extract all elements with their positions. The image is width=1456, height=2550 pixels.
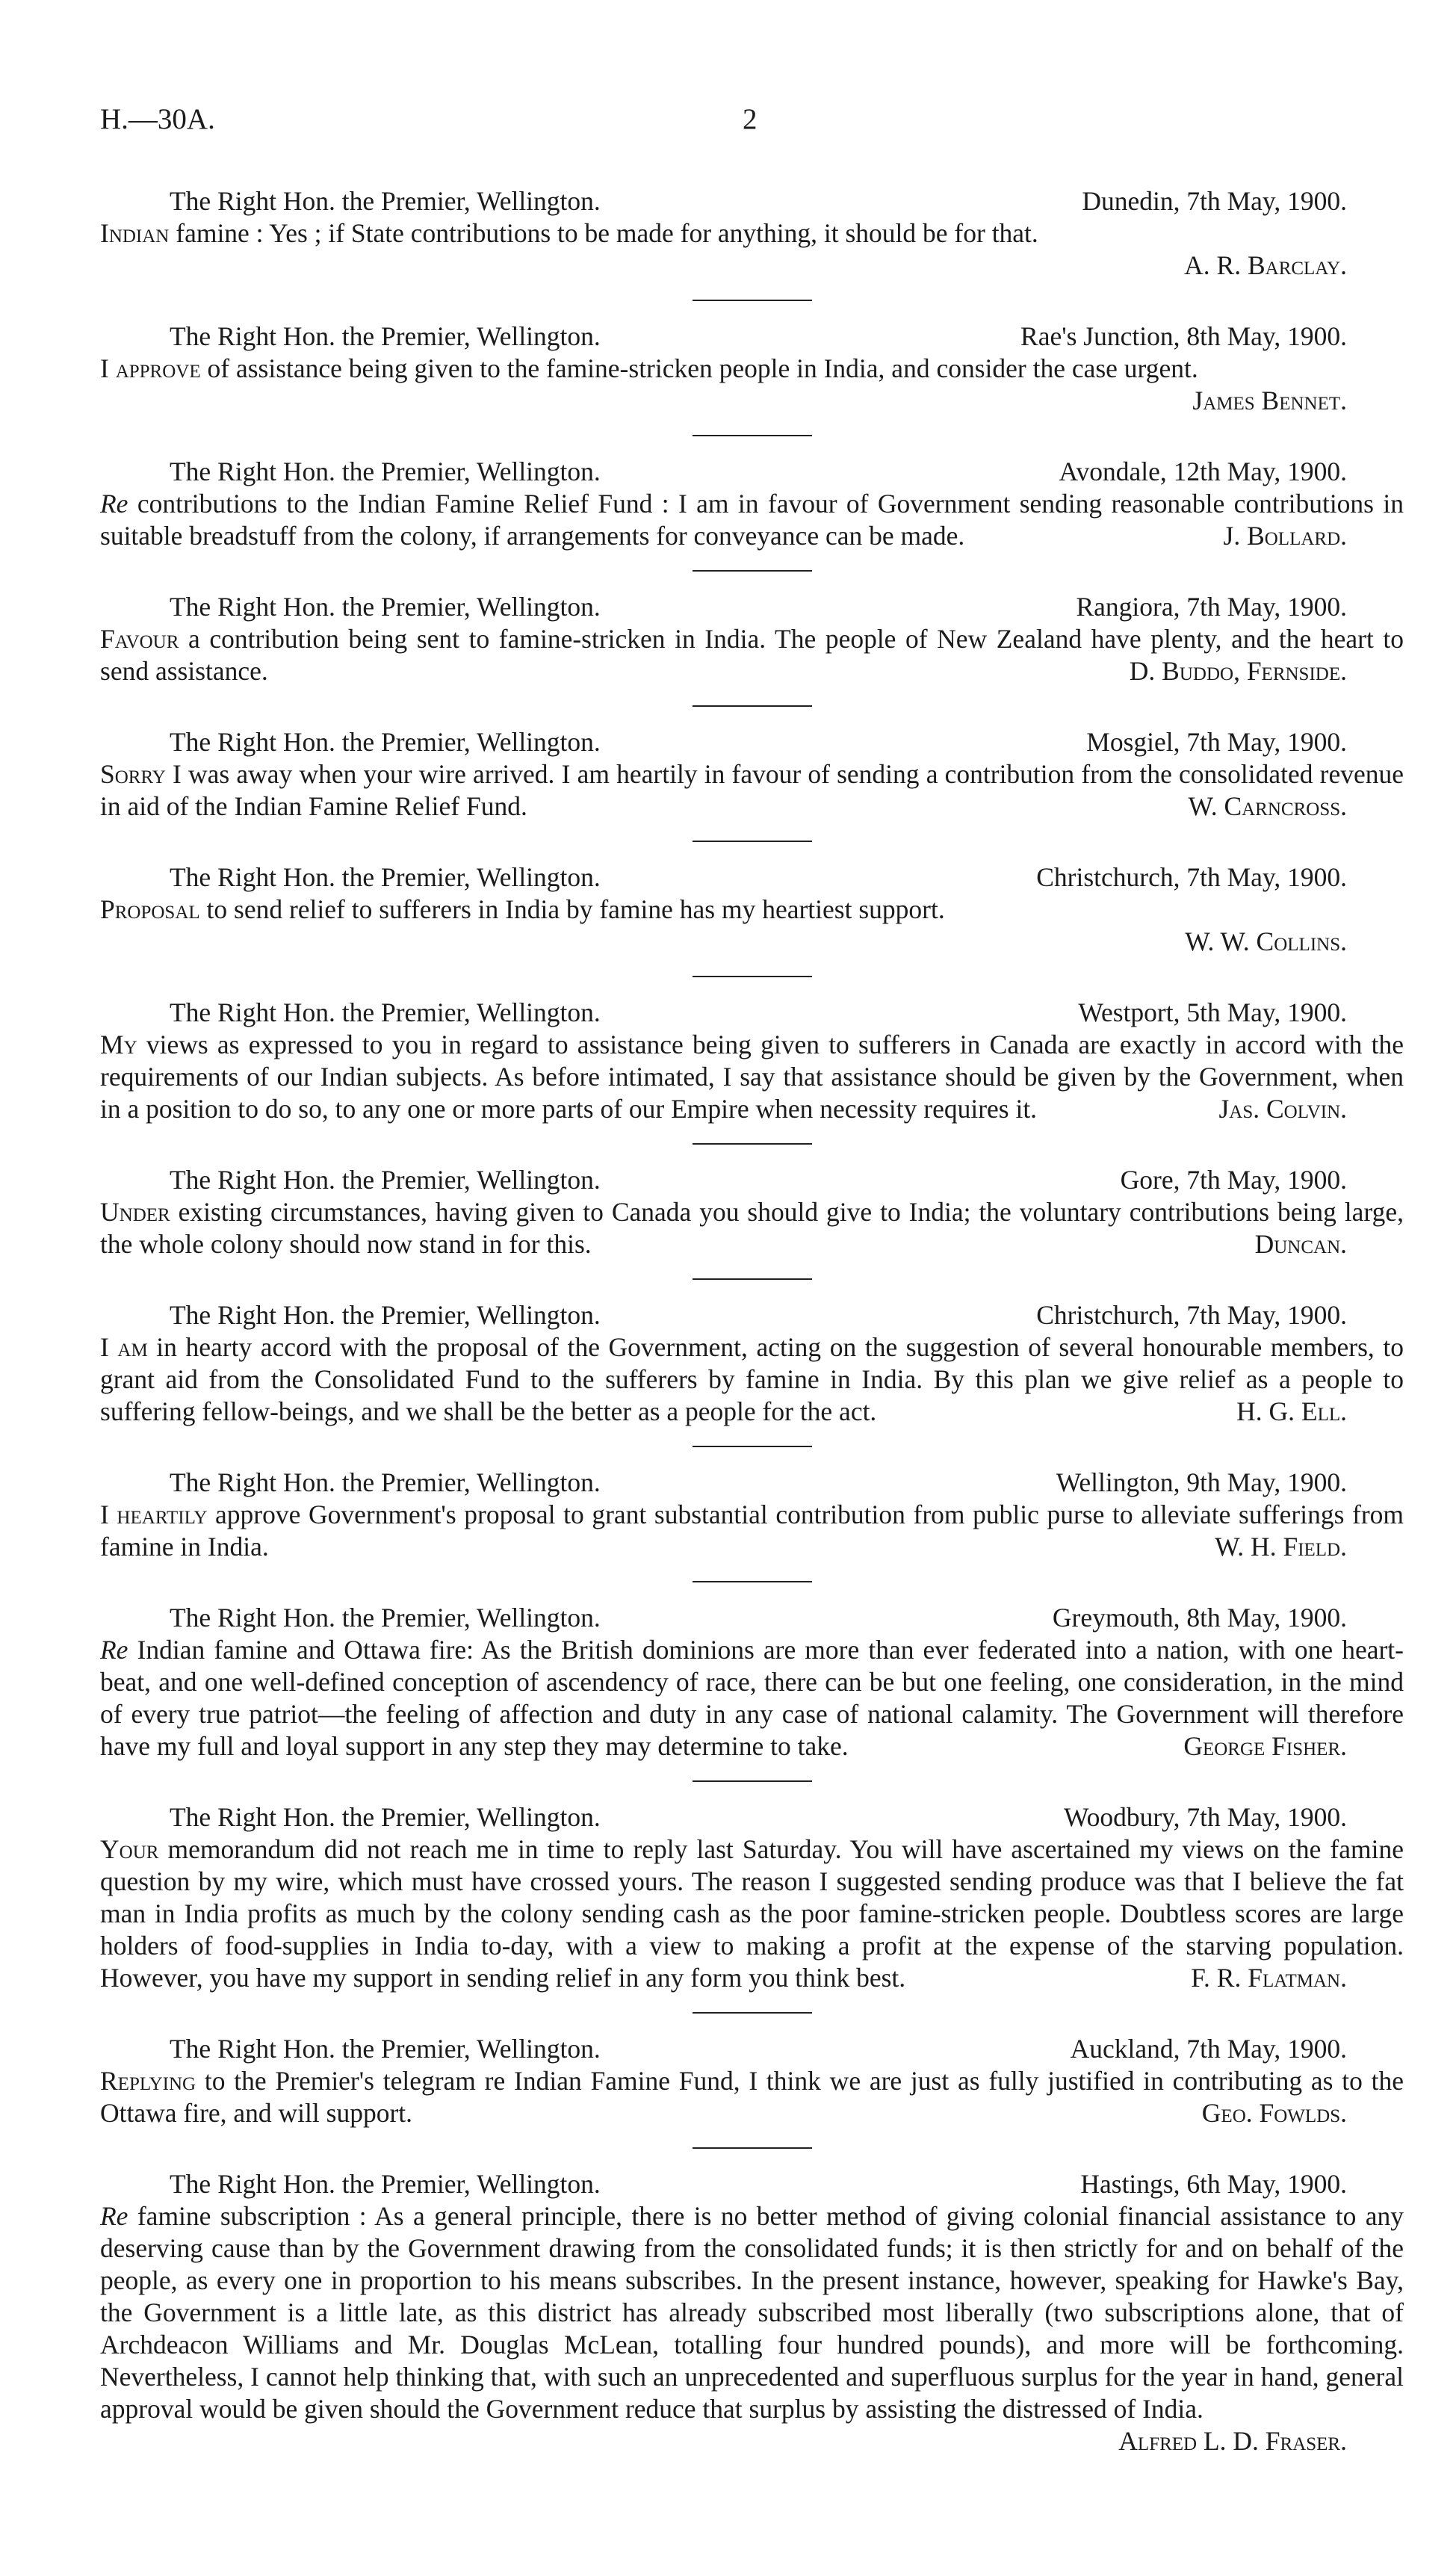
lead-word: Indian — [100, 218, 170, 248]
lead-word: I heartily — [100, 1500, 208, 1529]
letter-address-line — [100, 2168, 1404, 2200]
recipient: The Right Hon. the Premier, Wellington. — [170, 2169, 601, 2199]
lead-word: I approve — [100, 353, 201, 383]
letter-body — [100, 1833, 1404, 1994]
signature: W. Carncross. — [1188, 791, 1347, 821]
place-date: Rae's Junction, 8th May, 1900. — [1020, 321, 1347, 351]
letter-text: famine : Yes ; if State contributions to be made for anything, it should be for that. — [169, 218, 1038, 248]
recipient: The Right Hon. the Premier, Wellington. — [170, 1165, 601, 1195]
letter-address-line — [100, 591, 1404, 623]
letter-text: Indian famine and Ottawa fire: As the British dominions are more than ever federated into a nation, with one heart-beat, and one well-defined conception of ascendency of race, there can be but one feeling, one consideration, in the mind of every true patriot—the feeling of affection and duty in any case of national calamity. The Government will therefore have my full and loyal support in any step they may determine to take. — [100, 1635, 1404, 1761]
signature: James Bennet. — [1192, 386, 1347, 415]
letter-body — [100, 217, 1404, 250]
signature-line — [100, 926, 1404, 958]
place-date: Rangiora, 7th May, 1900. — [1076, 592, 1347, 622]
letter-address-line — [100, 861, 1404, 894]
signature: Alfred L. D. Fraser. — [1118, 2426, 1347, 2456]
separator-rule — [693, 841, 812, 842]
lead-word: Favour — [100, 624, 179, 654]
recipient: The Right Hon. the Premier, Wellington. — [170, 727, 601, 757]
letter-body — [100, 894, 1404, 926]
signature: W. H. Field. — [1215, 1532, 1347, 1562]
place-date: Christchurch, 7th May, 1900. — [1036, 1300, 1347, 1330]
separator-rule — [693, 570, 812, 572]
place-date: Wellington, 9th May, 1900. — [1056, 1467, 1347, 1497]
letter-address-line — [100, 997, 1404, 1029]
place-date: Gore, 7th May, 1900. — [1120, 1165, 1347, 1195]
document-reference: H.—30A. — [100, 103, 215, 135]
separator-rule — [693, 2012, 812, 2014]
recipient: The Right Hon. the Premier, Wellington. — [170, 592, 601, 622]
recipient: The Right Hon. the Premier, Wellington. — [170, 1802, 601, 1832]
letter-body — [100, 758, 1404, 823]
recipient: The Right Hon. the Premier, Wellington. — [170, 186, 601, 216]
letter-address-line — [100, 456, 1404, 488]
page-number: 2 — [743, 103, 758, 135]
letter-text: I was away when your wire arrived. I am heartily in favour of sending a contribution from the consolidated revenue in aid of the Indian Famine Relief Fund. — [100, 759, 1404, 821]
recipient: The Right Hon. the Premier, Wellington. — [170, 862, 601, 892]
telegram-letter — [100, 321, 1404, 417]
lead-word: Re — [100, 1635, 128, 1665]
lead-word: My — [100, 1030, 137, 1059]
telegram-letter — [100, 2168, 1404, 2457]
place-date: Auckland, 7th May, 1900. — [1070, 2034, 1347, 2064]
letter-body — [100, 1029, 1404, 1125]
lead-word: Replying — [100, 2066, 196, 2096]
telegram-letter — [100, 2033, 1404, 2129]
place-date: Dunedin, 7th May, 1900. — [1082, 186, 1347, 216]
telegram-letter — [100, 1602, 1404, 1763]
letter-text: memorandum did not reach me in time to reply last Saturday. You will have ascertained my views on the famine question by my wire, which must have crossed yours. The reason I suggested sending produce was that I believe the fat man in India profits as much by the colony sending cash as the poor famine-stricken people. Doubtless scores are large holders of food-supplies in India to-day, with a view to making a profit at the expense of the starving population. However, you have my support in sending relief in any form you think best. — [100, 1834, 1404, 1993]
letter-address-line — [100, 1299, 1404, 1331]
letter-body — [100, 2200, 1404, 2457]
recipient: The Right Hon. the Premier, Wellington. — [170, 321, 601, 351]
letter-text: contributions to the Indian Famine Relief Fund : I am in favour of Government sending reasonable contributions in suitable breadstuff from the colony, if arrangements for conveyance can be made. — [100, 489, 1404, 551]
recipient: The Right Hon. the Premier, Wellington. — [170, 997, 601, 1027]
letter-body — [100, 1499, 1404, 1563]
telegram-letter — [100, 1801, 1404, 1994]
signature: J. Bollard. — [1223, 521, 1347, 551]
letter-text: to the Premier's telegram re Indian Famine Fund, I think we are just as fully justified in contributing as to the Ottawa fire, and will support. — [100, 2066, 1404, 2128]
place-date: Mosgiel, 7th May, 1900. — [1086, 727, 1347, 757]
telegram-letter — [100, 185, 1404, 282]
page-header — [100, 103, 1404, 148]
separator-rule — [693, 1143, 812, 1145]
recipient: The Right Hon. the Premier, Wellington. — [170, 457, 601, 486]
telegram-letter — [100, 861, 1404, 958]
separator-rule — [693, 705, 812, 707]
letter-address-line — [100, 1467, 1404, 1499]
telegram-letter — [100, 1299, 1404, 1428]
telegram-letter — [100, 997, 1404, 1125]
separator-rule — [693, 300, 812, 301]
telegram-letter — [100, 726, 1404, 823]
letter-body — [100, 1196, 1404, 1260]
separator-rule — [693, 2147, 812, 2149]
telegram-letter — [100, 1467, 1404, 1563]
separator-rule — [693, 976, 812, 977]
lead-word: I am — [100, 1332, 148, 1362]
letter-address-line — [100, 1602, 1404, 1634]
lead-word: Your — [100, 1834, 159, 1864]
place-date: Westport, 5th May, 1900. — [1078, 997, 1347, 1027]
letter-body — [100, 1331, 1404, 1428]
recipient: The Right Hon. the Premier, Wellington. — [170, 1467, 601, 1497]
letter-address-line — [100, 321, 1404, 353]
letter-address-line — [100, 726, 1404, 758]
signature: Geo. Fowlds. — [1201, 2098, 1347, 2128]
lead-word: Re — [100, 2201, 128, 2231]
letter-body — [100, 623, 1404, 687]
letter-text: a contribution being sent to famine-stricken in India. The people of New Zealand have plenty, and the heart to send assistance. — [100, 624, 1404, 686]
separator-rule — [693, 435, 812, 436]
letter-body — [100, 1634, 1404, 1763]
letter-text: famine subscription : As a general principle, there is no better method of giving colonial financial assistance to any deserving cause than by the Government drawing from the consolidated funds; it is then strictly for and on behalf of the people, as every one in proportion to his means subscribes. In the present instance, however, speaking for Hawke's Bay, the Government is a little late, as this district has already subscribed most liberally (two subscriptions alone, that of Archdeacon Williams and Mr. Douglas McLean, totalling four hundred pounds), and more will be forthcoming. Nevertheless, I cannot help thinking that, with such an unprecedented and superfluous surplus for the year in hand, general approval would be given should the Government reduce that surplus by assisting the distressed of India. — [100, 2201, 1404, 2424]
letter-body — [100, 353, 1404, 417]
signature: George Fisher. — [1183, 1731, 1347, 1761]
letter-text: views as expressed to you in regard to assistance being given to sufferers in Canada are exactly in accord with the requirements of our Indian subjects. As before intimated, I say that assistance should be given by the Government, when in a position to do so, to any one or more parts of our Empire when necessity requires it. — [100, 1030, 1404, 1124]
lead-word: Sorry — [100, 759, 166, 789]
separator-rule — [693, 1581, 812, 1582]
place-date: Woodbury, 7th May, 1900. — [1063, 1802, 1347, 1832]
place-date: Avondale, 12th May, 1900. — [1059, 457, 1347, 486]
signature: Jas. Colvin. — [1218, 1094, 1347, 1124]
letter-text: in hearty accord with the proposal of the Government, acting on the suggestion of several honourable members, to grant aid from the Consolidated Fund to the sufferers by famine in India. By this plan we give relief as a people to suffering fellow-beings, and we shall be the better as a people for the act. — [100, 1332, 1404, 1426]
separator-rule — [693, 1780, 812, 1782]
recipient: The Right Hon. the Premier, Wellington. — [170, 1300, 601, 1330]
letter-text: existing circumstances, having given to Canada you should give to India; the voluntary contributions being large, the whole colony should now stand in for this. — [100, 1197, 1404, 1259]
signature: F. R. Flatman. — [1191, 1963, 1347, 1993]
letter-address-line — [100, 2033, 1404, 2065]
place-date: Christchurch, 7th May, 1900. — [1036, 862, 1347, 892]
signature: Duncan. — [1254, 1229, 1347, 1259]
letter-text: to send relief to sufferers in India by famine has my heartiest support. — [199, 894, 945, 924]
letter-body — [100, 488, 1404, 552]
signature: D. Buddo, Fernside. — [1129, 656, 1347, 686]
letter-text: approve Government's proposal to grant substantial contribution from public purse to alleviate sufferings from famine in India. — [100, 1500, 1404, 1562]
recipient: The Right Hon. the Premier, Wellington. — [170, 2034, 601, 2064]
separator-rule — [693, 1446, 812, 1447]
telegram-letter — [100, 591, 1404, 687]
letter-address-line — [100, 185, 1404, 217]
separator-rule — [693, 1278, 812, 1280]
letters-list — [100, 185, 1404, 2457]
signature-line — [100, 250, 1404, 282]
signature: H. G. Ell. — [1236, 1396, 1347, 1426]
lead-word: Re — [100, 489, 128, 519]
telegram-letter — [100, 456, 1404, 552]
place-date: Greymouth, 8th May, 1900. — [1052, 1603, 1347, 1633]
telegram-letter — [100, 1164, 1404, 1260]
letter-address-line — [100, 1801, 1404, 1833]
lead-word: Under — [100, 1197, 170, 1227]
lead-word: Proposal — [100, 894, 200, 924]
signature: A. R. Barclay. — [1184, 250, 1347, 280]
signature: W. W. Collins. — [1185, 926, 1347, 956]
letter-body — [100, 2065, 1404, 2129]
letter-text: of assistance being given to the famine-stricken people in India, and consider the case urgent. — [200, 353, 1198, 383]
letter-address-line — [100, 1164, 1404, 1196]
place-date: Hastings, 6th May, 1900. — [1080, 2169, 1347, 2199]
recipient: The Right Hon. the Premier, Wellington. — [170, 1603, 601, 1633]
